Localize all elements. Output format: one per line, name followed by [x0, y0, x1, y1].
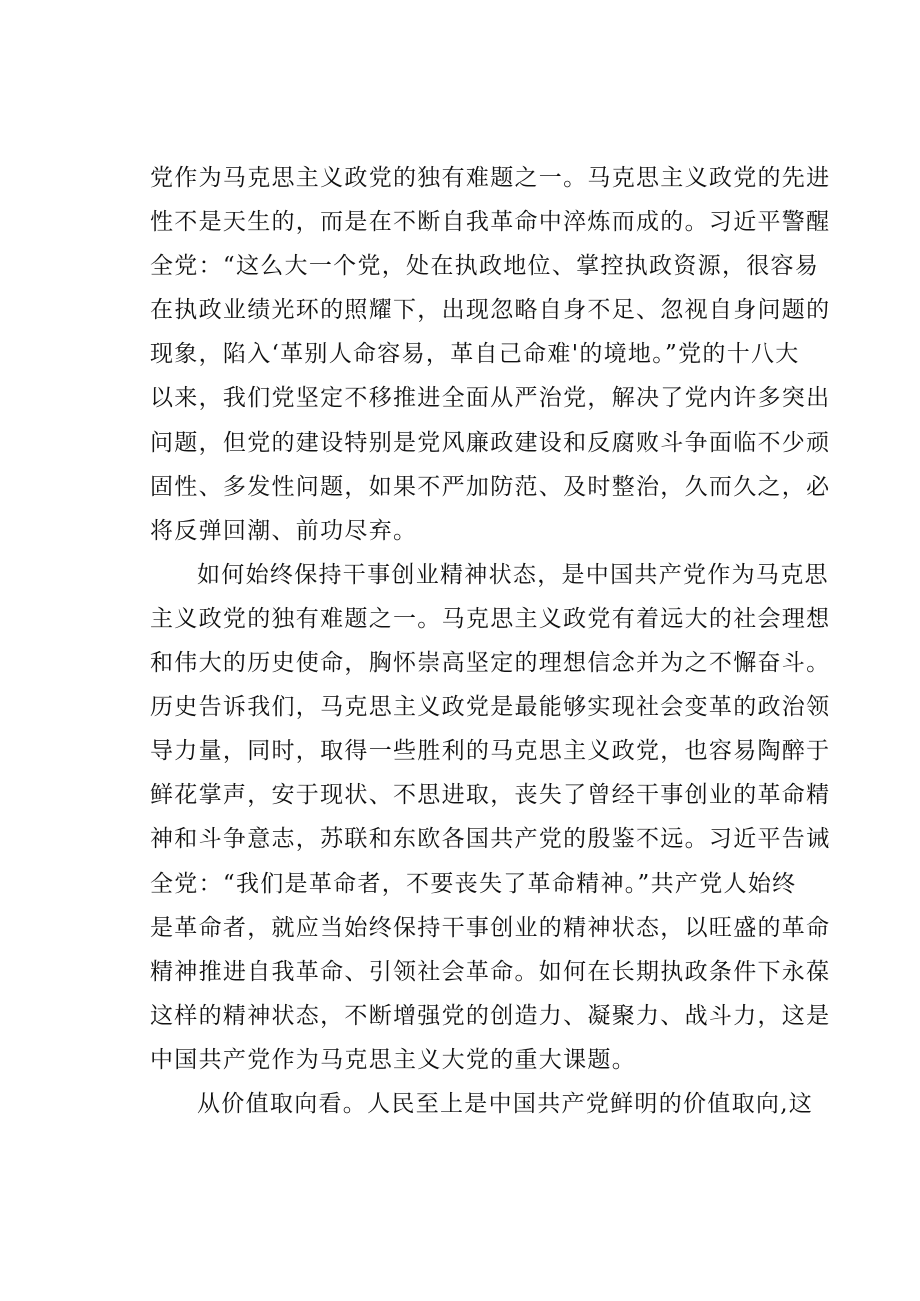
body-text: [150, 156, 831, 1126]
text-line: 导力量，同时，取得一些胜利的马克思主义政党，也容易陶醉于: [150, 738, 831, 765]
paragraph-value-orientation: [150, 1082, 814, 1126]
text-line: 党作为马克思主义政党的独有难题之一。马克思主义政党的先进: [150, 165, 831, 191]
text-line: 鲜花掌声，安于现状、不思进取，丧失了曾经干事创业的革命精: [150, 782, 831, 809]
text-line: 全党：“这么大一个党，处在执政地位、掌控执政资源，很容易: [150, 253, 820, 280]
text-line: 性不是天生的，而是在不断自我革命中淬炼而成的。习近平警醒: [150, 209, 831, 236]
text-line: 神和斗争意志，苏联和东欧各国共产党的殷鉴不远。习近平告诫: [150, 826, 831, 853]
text-line: 历史告诉我们，马克思主义政党是最能够实现社会变革的政治领: [150, 694, 831, 721]
paragraph-spirit-state: [150, 553, 831, 1082]
text-line: 将反弹回潮、前功尽弃。: [150, 517, 418, 544]
text-line: 精神推进自我革命、引领社会革命。如何在长期执政条件下永葆: [150, 958, 831, 985]
text-line: 如何始终保持干事创业精神状态，是中国共产党作为马克思: [197, 561, 829, 588]
text-line: 这样的精神状态，不断增强党的创造力、凝聚力、战斗力，这是: [150, 1002, 831, 1029]
text-line: 全党：“我们是革命者，不要丧失了革命精神。”共产党人始终: [150, 870, 797, 897]
text-line: 在执政业绩光环的照耀下，出现忽略自身不足、忽视自身问题的: [150, 297, 831, 324]
text-line: 从价值取向看。人民至上是中国共产党鲜明的价值取向,这: [197, 1090, 814, 1117]
text-line: 中国共产党作为马克思主义大党的重大课题。: [150, 1046, 636, 1073]
paragraph-self-revolution: [150, 156, 831, 553]
text-line: 主义政党的独有难题之一。马克思主义政党有着远大的社会理想: [150, 605, 831, 632]
text-line: 和伟大的历史使命，胸怀崇高坚定的理想信念并为之不懈奋斗。: [150, 650, 831, 677]
text-line: 是革命者，就应当始终保持干事创业的精神状态，以旺盛的革命: [150, 914, 831, 941]
text-line: 问题，但党的建设特别是党风廉政建设和反腐败斗争面临不少顽: [150, 429, 831, 456]
text-line: 现象，陷入‘革别人命容易，革自己命难'的境地。”党的十八大: [150, 341, 800, 368]
text-line: 固性、多发性问题，如果不严加防范、及时整治，久而久之，必: [150, 473, 831, 500]
text-line: 以来，我们党坚定不移推进全面从严治党，解决了党内许多突出: [150, 385, 831, 412]
